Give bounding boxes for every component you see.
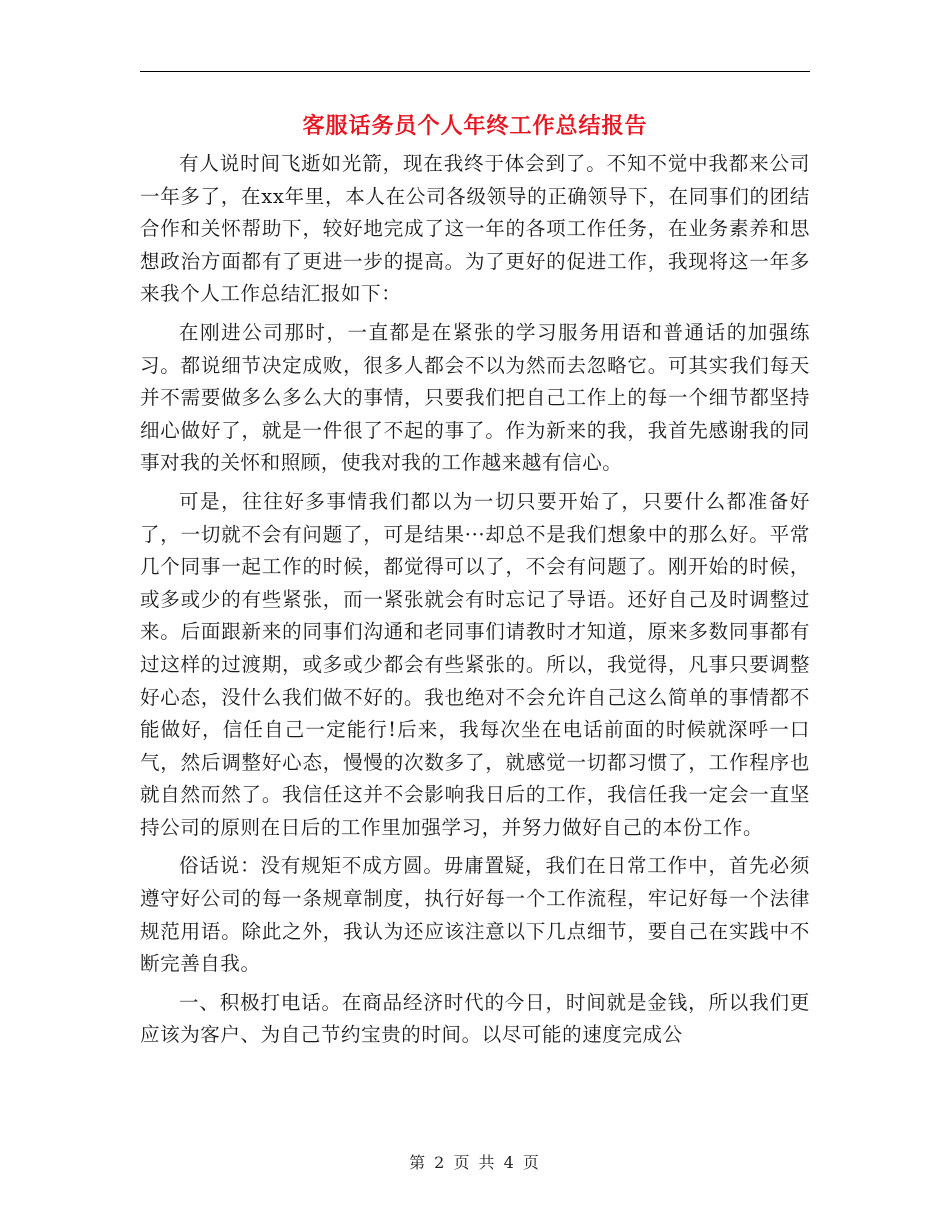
header-rule (140, 71, 810, 72)
page-footer: 第 2 页 共 4 页 (409, 1153, 541, 1172)
paragraph-2: 在刚进公司那时，一直都是在紧张的学习服务用语和普通话的加强练习。都说细节决定成败，很多人都会不以为然而去忽略它。可其实我们每天并不需要做多么多么大的事情，只要我们把自己工作上的每一个细节都坚持细心做好了，就是一件很了不起的事了。作为新来的我，我首先感谢我的同事对我的关怀和照顾，使我对我的工作越来越有信心。 (140, 320, 810, 475)
paragraph-5: 一、积极打电话。在商品经济时代的今日，时间就是金钱，所以我们更应该为客户、为自己节约宝贵的时间。以尽可能的速度完成公 (140, 990, 810, 1047)
document-title: 客服话务员个人年终工作总结报告 (302, 113, 648, 139)
paragraph-3: 可是，往往好多事情我们都以为一切只要开始了，只要什么都准备好了，一切就不会有问题了，可是结果···却总不是我们想象中的那么好。平常几个同事一起工作的时候，都觉得可以了，不会有问题了。刚开始的时候，或多或少的有些紧张，而一紧张就会有时忘记了导语。还好自己及时调整过来。后面跟新来的同事们沟通和老同事们请教时才知道，原来多数同事都有过这样的过渡期，或多或少都会有些紧张的。所以，我觉得，凡事只要调整好心态，没什么我们做不好的。我也绝对不会允许自己这么简单的事情都不能做好，信任自己一定能行!后来，我每次坐在电话前面的时候就深呼一口气，然后调整好心态，慢慢的次数多了，就感觉一切都习惯了，工作程序也就自然而然了。我信任这并不会影响我日后的工作，我信任我一定会一直坚持公司的原则在日后的工作里加强学习，并努力做好自己的本份工作。 (140, 489, 810, 839)
paragraph-1: 有人说时间飞逝如光箭，现在我终于体会到了。不知不觉中我都来公司一年多了，在xx年里，本人在公司各级领导的正确领导下，在同事们的团结合作和关怀帮助下，较好地完成了这一年的各项工作任务，在业务素养和思想政治方面都有了更进一步的提高。为了更好的促进工作，我现将这一年多来我个人工作总结汇报如下： (140, 152, 810, 306)
document-body (140, 148, 810, 1058)
paragraph-4: 俗话说：没有规矩不成方圆。毋庸置疑，我们在日常工作中，首先必须遵守好公司的每一条规章制度，执行好每一个工作流程，牢记好每一个法律规范用语。除此之外，我认为还应该注意以下几点细节，要自己在实践中不断完善自我。 (140, 854, 810, 976)
